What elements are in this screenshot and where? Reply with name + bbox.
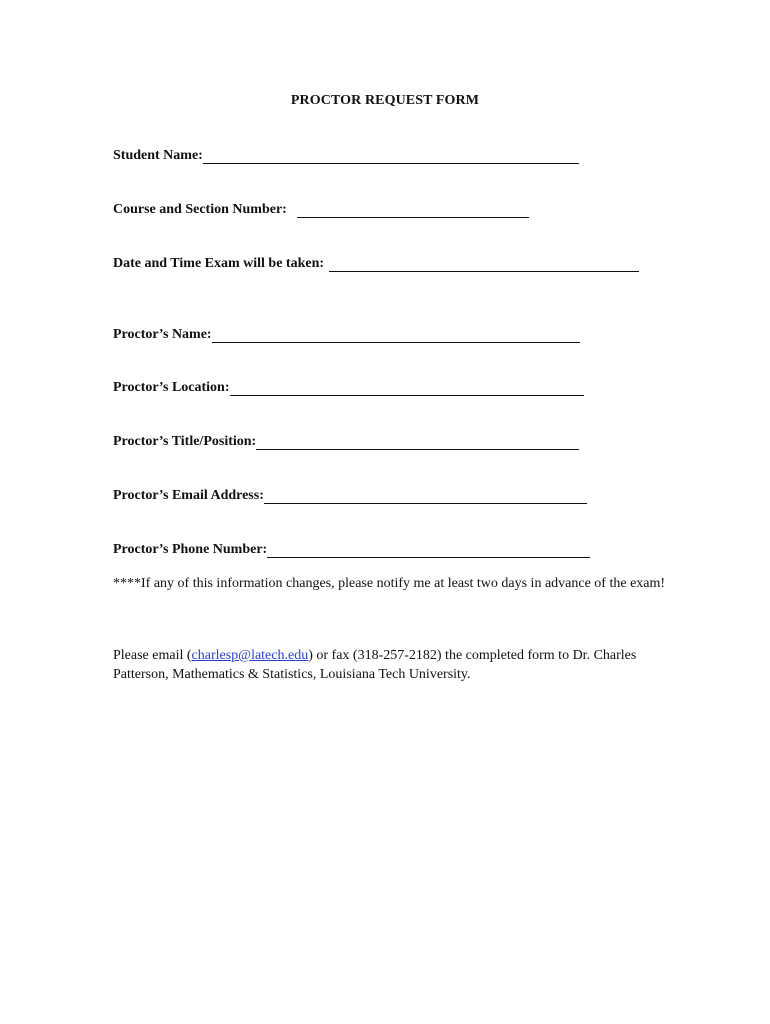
exam-date-time-row <box>113 253 639 273</box>
instructions-before-email: Please email ( <box>113 648 192 663</box>
proctor-location-row <box>113 377 584 397</box>
student-name-blank[interactable] <box>203 147 579 164</box>
student-name-label: Student Name: <box>113 148 203 163</box>
proctor-title-label: Proctor’s Title/Position: <box>113 434 257 449</box>
proctor-email-label: Proctor’s Email Address: <box>113 488 264 503</box>
course-section-blank[interactable] <box>297 201 529 218</box>
form-title: PROCTOR REQUEST FORM <box>290 93 480 108</box>
student-name-row <box>113 145 579 165</box>
proctor-name-blank[interactable] <box>212 326 580 343</box>
exam-date-time-blank[interactable] <box>329 255 639 272</box>
proctor-name-row <box>113 324 580 344</box>
course-section-label: Course and Section Number: <box>113 202 287 217</box>
email-link[interactable]: charlesp@latech.edu <box>191 648 309 663</box>
instructions-after-email: ) or fax (318-257-2182) the completed form to Dr. Charles Patterson, Mathematics & Statistics, Louisiana Tech University. <box>113 648 637 682</box>
proctor-phone-label: Proctor’s Phone Number: <box>113 542 268 557</box>
proctor-phone-blank[interactable] <box>267 541 590 558</box>
proctor-email-row <box>113 485 587 505</box>
proctor-title-row <box>113 431 579 451</box>
submission-instructions <box>113 646 673 684</box>
proctor-phone-row <box>113 539 590 559</box>
proctor-email-blank[interactable] <box>264 487 587 504</box>
proctor-title-blank[interactable] <box>256 433 579 450</box>
proctor-location-label: Proctor’s Location: <box>113 380 230 395</box>
proctor-name-label: Proctor’s Name: <box>113 327 212 342</box>
proctor-location-blank[interactable] <box>230 379 584 396</box>
course-section-row <box>113 199 529 219</box>
exam-date-time-label: Date and Time Exam will be taken: <box>113 256 325 271</box>
change-notice: ****If any of this information changes, please notify me at least two days in advance of the exam! <box>113 576 666 591</box>
